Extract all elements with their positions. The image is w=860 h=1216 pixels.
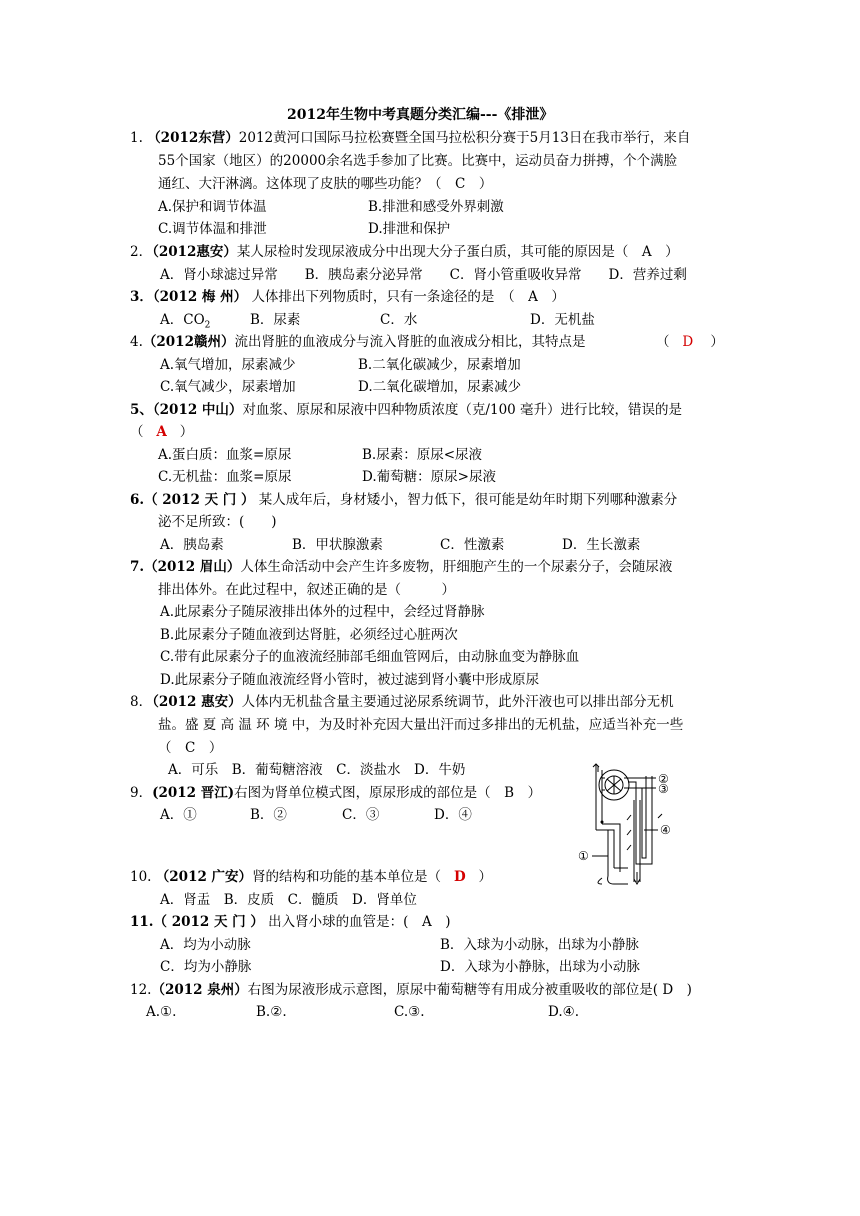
question-source: （2012东营） [147, 130, 239, 146]
option-c: C．性激素 [440, 537, 505, 553]
question-8-options: A．可乐 B．葡萄糖溶液 C．淡盐水 D．牛奶 [168, 762, 466, 778]
option-d: D．入球为小静脉，出球为小动脉 [440, 959, 640, 975]
option-a: A.氧气增加，尿素减少 [160, 357, 296, 373]
option-b: B.尿素：原尿<尿液 [362, 447, 483, 463]
question-2 [130, 243, 679, 261]
option-d: D.葡萄糖：原尿>尿液 [362, 469, 496, 485]
answer-bracket: （ D ） [656, 334, 724, 350]
question-number: 7. [130, 559, 145, 575]
question-number: 8． [130, 694, 153, 710]
question-number: 5、 [130, 402, 153, 418]
option-d: D．无机盐 [530, 312, 595, 328]
option-c: C.带有此尿素分子的血液流经肺部毛细血管网后，由动脉血变为静脉血 [160, 649, 580, 665]
option-b: B．甲状腺激素 [292, 537, 383, 553]
question-text: 人体生命活动中会产生许多废物，肝细胞产生的一个尿素分子，会随尿液 [240, 559, 673, 575]
option-a: A.保护和调节体温 [158, 199, 267, 215]
option-b: B．入球为小动脉，出球为小静脉 [440, 937, 639, 953]
question-source: （2012 中山） [152, 402, 243, 418]
option-b: B.二氧化碳减少，尿素增加 [358, 357, 521, 373]
question-number: 10. [130, 869, 152, 885]
question-source: （2012 广安） [155, 869, 253, 885]
question-10: 10. （2012 广安）肾的结构和功能的基本单位是（ D ） [130, 869, 493, 885]
question-3 [130, 288, 565, 306]
question-source: (2012 晋江) [152, 785, 235, 801]
option-b: B.此尿素分子随血液到达肾脏，必须经过心脏两次 [160, 627, 458, 643]
option-a: A．胰岛素 [160, 537, 224, 553]
question-number: 1. [130, 130, 143, 146]
answer-bracket: （ A ） [130, 424, 194, 440]
question-7-line-2: 排出体外。在此过程中，叙述正确的是（ ） [158, 582, 455, 598]
option-a: A.①. [146, 1004, 177, 1020]
question-text: 右图为尿液形成示意图，原尿中葡萄糖等有用成分被重吸收的部位是( D ) [247, 982, 692, 998]
question-text: 流出肾脏的血液成分与流入肾脏的血液成分相比，其特点是 [234, 334, 586, 350]
question-text: 肾的结构和功能的基本单位是（ [252, 869, 442, 885]
option-b: B.排泄和感受外界刺激 [368, 199, 504, 215]
page-title: 2012年生物中考真题分类汇编---《排泄》 [287, 107, 554, 123]
option-d: D.④. [548, 1004, 580, 1020]
question-source: （ 2012 天 门 ） [153, 914, 264, 930]
option-d: D．生长激素 [562, 537, 641, 553]
option-a: A.此尿素分子随尿液排出体外的过程中，会经过肾静脉 [160, 604, 485, 620]
diagram-label-1: ① [578, 849, 589, 863]
question-8-answer: （ C ） [158, 740, 223, 756]
question-text: 人体排出下列物质时，只有一条途径的是 （ A ） [251, 289, 565, 305]
question-10-options: A．肾盂 B．皮质 C．髓质 D．肾单位 [160, 892, 417, 908]
answer: A [156, 424, 167, 440]
option-d: D.排泄和保护 [368, 221, 451, 237]
option-a: A.蛋白质：血浆=原尿 [158, 447, 292, 463]
question-1 [130, 129, 690, 147]
question-number: 11. [130, 914, 154, 930]
option-c: C.调节体温和排泄 [158, 221, 267, 237]
diagram-label-3: ③ [658, 782, 669, 796]
question-2-options: A．肾小球滤过异常 B．胰岛素分泌异常 C．肾小管重吸收异常 D．营养过剩 [160, 267, 687, 283]
option-b: B．② [250, 807, 287, 823]
question-text: 人体内无机盐含量主要通过泌尿系统调节，此外汗液也可以排出部分无机 [241, 694, 674, 710]
option-d: D.二氧化碳增加，尿素减少 [358, 379, 522, 395]
option-d: D.此尿素分子随血液流经肾小管时，被过滤到肾小囊中形成原尿 [160, 672, 540, 688]
question-source: （2012 惠安） [152, 694, 242, 710]
option-a: A．$CO_2$ [160, 312, 211, 331]
question-number: 3． [130, 289, 153, 305]
question-11 [130, 913, 450, 931]
question-8 [130, 693, 674, 711]
diagram-label-2: ② [658, 772, 669, 786]
question-text: 2012黄河口国际马拉松赛暨全国马拉松积分赛于5月13日在我市举行，来自 [238, 130, 691, 146]
question-text: 对血浆、原尿和尿液中四种物质浓度（克/100 毫升）进行比较，错误的是 [242, 402, 683, 418]
question-source: （2012 眉山） [144, 559, 241, 575]
question-6-line-2: 泌不足所致：( ) [158, 514, 277, 530]
question-number: 4. [130, 334, 143, 350]
question-text: 出入肾小球的血管是：( A ) [268, 914, 451, 930]
question-5 [130, 401, 682, 419]
question-1-line-2: 55个国家（地区）的20000余名选手参加了比赛。比赛中，运动员奋力拼搏，个个满脸 [158, 153, 678, 169]
option-c: C.氧气减少，尿素增加 [160, 379, 296, 395]
question-number: 6. [130, 492, 145, 508]
diagram-label-4: ④ [660, 823, 671, 837]
question-source: （2012赣州） [142, 334, 235, 350]
option-c: C.无机盐：血浆=原尿 [158, 469, 292, 485]
nephron-diagram [572, 760, 684, 886]
question-12 [130, 981, 692, 999]
option-c: C．均为小静脉 [160, 959, 252, 975]
question-text: 某人成年后，身材矮小，智力低下，很可能是幼年时期下列哪种激素分 [258, 492, 678, 508]
option-a: A．① [160, 807, 197, 823]
option-d: D．④ [434, 807, 472, 823]
question-text: 右图为肾单位模式图，原尿形成的部位是（ B ） [234, 785, 542, 801]
option-b: B.②. [256, 1004, 287, 1020]
question-source: （2012 泉州） [151, 982, 248, 998]
question-number: 12. [130, 982, 152, 998]
question-source: （2012 梅 州） [152, 289, 248, 305]
option-c: C.③. [394, 1004, 425, 1020]
option-a: A．均为小动脉 [160, 937, 251, 953]
answer: D [682, 334, 694, 350]
option-b: B．尿素 [250, 312, 301, 328]
question-text: 某人尿检时发现尿液成分中出现大分子蛋白质，其可能的原因是（ A ） [236, 244, 679, 260]
question-1-line-3: 通红、大汗淋漓。这体现了皮肤的哪些功能？（ C ） [158, 176, 493, 192]
question-6 [130, 491, 677, 509]
question-number: 9． [130, 785, 153, 801]
option-c: C．③ [342, 807, 380, 823]
question-4 [130, 333, 585, 351]
question-7 [130, 558, 672, 576]
answer: D [453, 869, 466, 885]
question-8-line-2: 盐。盛 夏 高 温 环 境 中，为及时补充因大量出汗而过多排出的无机盐，应适当补充一些 [158, 717, 684, 733]
question-9 [130, 784, 541, 802]
option-c: C．水 [380, 312, 418, 328]
question-source: （2012惠安） [152, 244, 237, 260]
question-source: （ 2012 天 门 ） [144, 492, 255, 508]
question-number: 2． [130, 244, 153, 260]
